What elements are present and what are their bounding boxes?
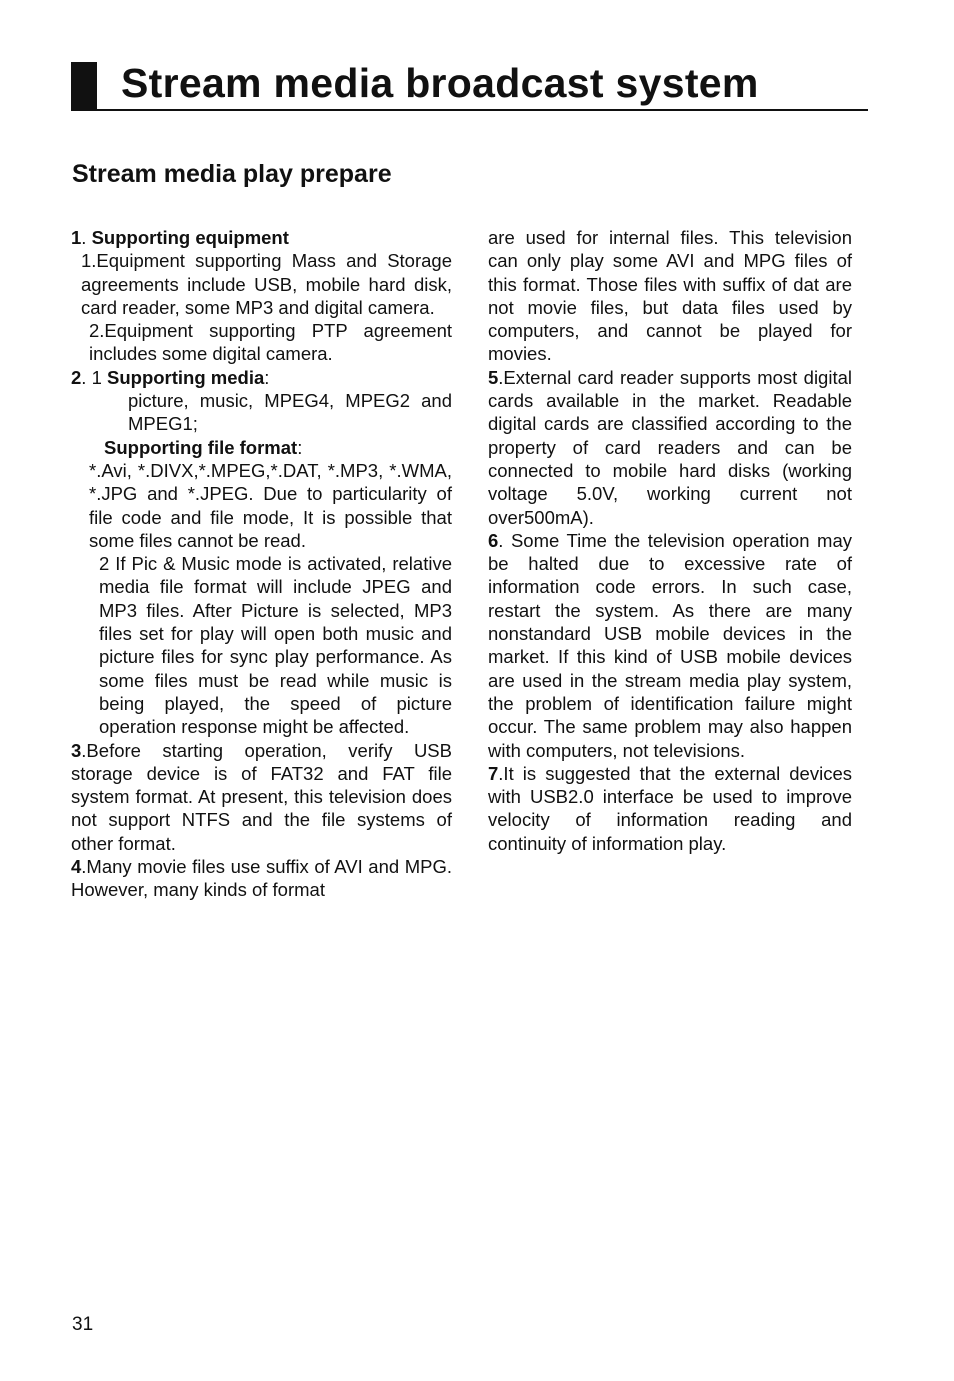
item-1-paragraph-2: 2.Equipment supporting PTP agreement includes some digital camera. bbox=[89, 320, 452, 365]
item-2-media-list: picture, music, MPEG4, MPEG2 and MPEG1; bbox=[128, 390, 452, 435]
item-4: 4.Many movie files use suffix of AVI and MPG. However, many kinds of format bbox=[71, 856, 452, 901]
right-column bbox=[488, 226, 852, 855]
item-4-continued: are used for internal files. This television can only play some AVI and MPG files of this format. Those files with suffix of dat are not movie files, but data files used by computers, and cannot be played for movies. bbox=[488, 227, 852, 365]
section-title: Stream media play prepare bbox=[72, 160, 392, 188]
left-column bbox=[71, 226, 452, 902]
header-rule bbox=[71, 109, 868, 111]
item-2-format-text: *.Avi, *.DIVX,*.MPEG,*.DAT, *.MP3, *.WMA, *.JPG and *.JPEG. Due to particularity of file code and file mode, It is possible that some files cannot be read. bbox=[89, 459, 452, 551]
header-bar bbox=[71, 62, 97, 110]
item-5: 5.External card reader supports most digital cards available in the market. Readable digital cards are classified according to the property of card readers and can be connected to mobile hard disks (working voltage 5.0V, working current not over500mA). bbox=[488, 366, 852, 528]
item-2-paragraph-2: 2 If Pic & Music mode is activated, relative media file format will include JPEG and MP3 files. After Picture is selected, MP3 files set for play will open both music and picture files for sync play performance. As some files must be read while music is being played, the speed of picture operation response might be affected. bbox=[99, 553, 452, 738]
page-number: 31 bbox=[72, 1314, 94, 1335]
item-6: 6. Some Time the television operation may be halted due to excessive rate of information code errors. In such case, restart the system. As there are many nonstandard USB mobile devices in the market. If this kind of USB mobile devices are used in the stream media play system, the problem of identification failure might occur. The same problem may also happen with computers, not televisions. bbox=[488, 529, 852, 761]
item-1-paragraph-1: 1.Equipment supporting Mass and Storage agreements include USB, mobile hard disk, card reader, some MP3 and digital camera. bbox=[81, 250, 452, 318]
page-title: Stream media broadcast system bbox=[121, 60, 759, 106]
item-7: 7.It is suggested that the external devices with USB2.0 interface be used to improve velocity of information reading and continuity of information play. bbox=[488, 762, 852, 854]
item-3: 3.Before starting operation, verify USB storage device is of FAT32 and FAT file system format. At present, this television does not support NTFS and the file systems of other format. bbox=[71, 739, 452, 854]
item-2-heading: 2. 1 Supporting media: bbox=[71, 366, 270, 388]
item-1-heading: 1. Supporting equipment bbox=[71, 227, 289, 248]
item-2-format-heading: Supporting file format: bbox=[104, 436, 303, 458]
